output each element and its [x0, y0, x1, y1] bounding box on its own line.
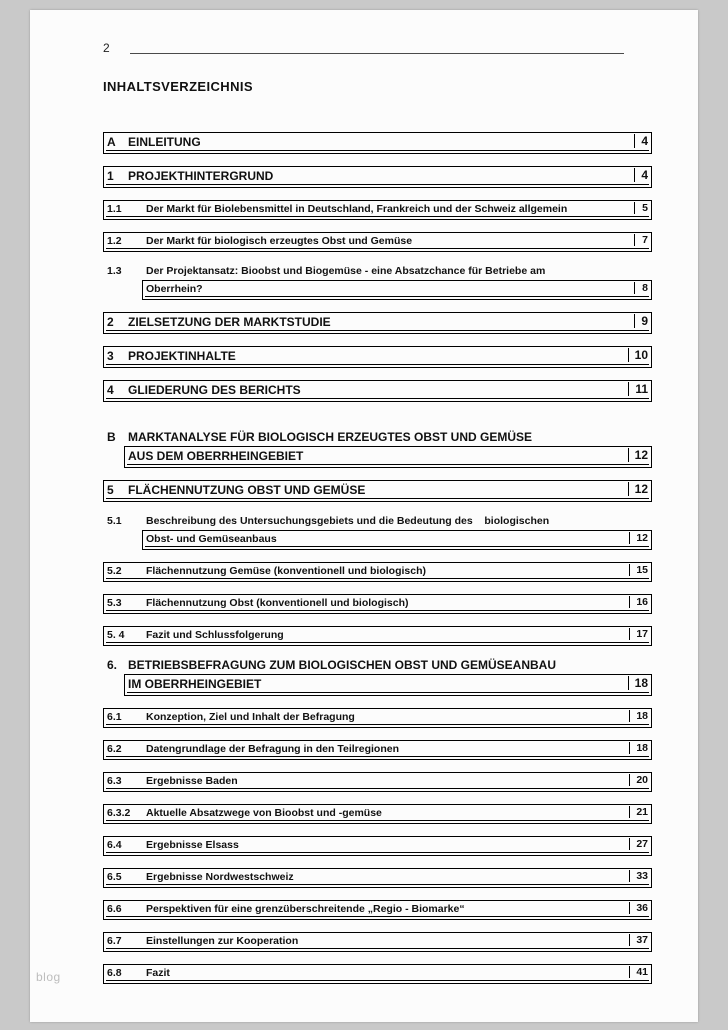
toc-entry-title: Konzeption, Ziel und Inhalt der Befragung	[146, 711, 355, 723]
toc-entry-box	[103, 932, 652, 952]
toc-entry-title: Aktuelle Absatzwege von Bioobst und -gemüse	[146, 807, 382, 819]
toc-entry-box	[103, 626, 652, 646]
toc-entry-number: 5.1	[107, 515, 122, 527]
toc-entry-page: 33	[629, 870, 648, 882]
toc-entry-title: Beschreibung des Untersuchungsgebiets und die Bedeutung des biologischen	[146, 515, 550, 527]
toc-entry-title: Ergebnisse Baden	[146, 775, 238, 787]
watermark: blog	[36, 970, 61, 984]
document-page	[30, 10, 698, 1022]
toc-entry-box	[103, 900, 652, 920]
toc-list	[103, 132, 652, 984]
toc-entry-number: 1.2	[107, 235, 122, 247]
toc-entry-number: 6.	[107, 658, 118, 672]
toc-entry	[103, 964, 652, 984]
toc-entry-first-line	[103, 514, 652, 530]
toc-entry-box	[103, 868, 652, 888]
toc-entry-box	[103, 346, 652, 368]
toc-entry-number: 5	[107, 483, 114, 497]
toc-entry-page: 18	[629, 742, 648, 754]
toc-entry-number: 6.3	[107, 775, 122, 787]
toc-entry-number: 1	[107, 169, 114, 183]
toc-entry-page: 12	[628, 482, 648, 496]
toc-entry	[103, 264, 652, 300]
toc-entry-page: 5	[634, 202, 648, 214]
toc-entry-page: 12	[629, 532, 648, 544]
toc-entry-number: 6.5	[107, 871, 122, 883]
toc-entry-title: Ergebnisse Elsass	[146, 839, 239, 851]
toc-entry-box	[103, 836, 652, 856]
toc-entry-title: Flächennutzung Gemüse (konventionell und biologisch)	[146, 565, 427, 577]
toc-entry-number: 1.3	[107, 265, 122, 277]
toc-entry-first-line	[103, 430, 652, 446]
page-title: INHALTSVERZEICHNIS	[103, 79, 253, 94]
toc-entry-box	[103, 132, 652, 154]
toc-entry-page: 15	[629, 564, 648, 576]
toc-entry-number: 6.4	[107, 839, 122, 851]
toc-entry-page: 37	[629, 934, 648, 946]
toc-entry-page: 11	[628, 382, 648, 396]
toc-entry-title: Einstellungen zur Kooperation	[146, 935, 299, 947]
toc-entry-title: ZIELSETZUNG DER MARKTSTUDIE	[128, 315, 331, 329]
toc-entry	[103, 740, 652, 760]
toc-entry-box	[103, 562, 652, 582]
toc-entry-title: BETRIEBSBEFRAGUNG ZUM BIOLOGISCHEN OBST UND GEMÜSEANBAU	[128, 658, 557, 672]
toc-entry	[103, 900, 652, 920]
toc-entry-first-line	[103, 264, 652, 280]
toc-entry-box	[124, 446, 652, 468]
toc-entry	[103, 836, 652, 856]
toc-entry-number: 3	[107, 349, 114, 363]
toc-entry-page: 21	[629, 806, 648, 818]
toc-entry-page: 12	[628, 448, 648, 462]
toc-entry	[103, 380, 652, 402]
toc-entry-title: GLIEDERUNG DES BERICHTS	[128, 383, 301, 397]
toc-entry-page: 18	[629, 710, 648, 722]
toc-entry-title-continued: Oberrhein?	[146, 283, 203, 295]
toc-entry-page: 18	[628, 676, 648, 690]
toc-entry-number: 4	[107, 383, 114, 397]
toc-entry	[103, 594, 652, 614]
toc-entry-title: Datengrundlage der Befragung in den Teilregionen	[146, 743, 399, 755]
toc-entry-title: Der Markt für Biolebensmittel in Deutschland, Frankreich und der Schweiz allgemein	[146, 203, 568, 215]
toc-entry	[103, 658, 652, 696]
toc-entry-box	[103, 232, 652, 252]
toc-entry-page: 4	[634, 168, 648, 182]
toc-entry-box	[103, 166, 652, 188]
toc-entry	[103, 804, 652, 824]
toc-entry-box	[103, 380, 652, 402]
toc-entry	[103, 514, 652, 550]
toc-entry	[103, 166, 652, 188]
toc-entry-title-continued: IM OBERRHEINGEBIET	[128, 677, 262, 691]
toc-entry-number: 5.2	[107, 565, 122, 577]
toc-entry-box	[103, 708, 652, 728]
toc-entry-box	[103, 964, 652, 984]
toc-entry-number: 6.6	[107, 903, 122, 915]
toc-entry-title: MARKTANALYSE FÜR BIOLOGISCH ERZEUGTES OBST UND GEMÜSE	[128, 430, 533, 444]
toc-entry-title: Der Markt für biologisch erzeugtes Obst und Gemüse	[146, 235, 413, 247]
header-rule	[130, 53, 624, 54]
toc-entry-number: 6.1	[107, 711, 122, 723]
toc-entry-box	[103, 740, 652, 760]
toc-entry-number: 5. 4	[107, 629, 125, 641]
toc-entry-page: 41	[629, 966, 648, 978]
toc-entry-box	[103, 312, 652, 334]
toc-entry-title: Perspektiven für eine grenzüberschreitende „Regio - Biomarke“	[146, 903, 465, 915]
toc-entry-box	[103, 804, 652, 824]
toc-entry	[103, 868, 652, 888]
toc-entry-title: PROJEKTINHALTE	[128, 349, 236, 363]
page-header	[103, 40, 652, 55]
toc-entry-page: 20	[629, 774, 648, 786]
toc-entry-number: 5.3	[107, 597, 122, 609]
toc-entry-page: 17	[629, 628, 648, 640]
toc-entry-number: 6.3.2	[107, 807, 131, 819]
toc-entry-page: 10	[628, 348, 648, 362]
toc-entry	[103, 562, 652, 582]
toc-entry-box	[142, 280, 652, 300]
toc-entry	[103, 200, 652, 220]
toc-entry-box	[103, 772, 652, 792]
toc-entry-title: Der Projektansatz: Bioobst und Biogemüse - eine Absatzchance für Betriebe am	[146, 265, 546, 277]
toc-entry-number: B	[107, 430, 116, 444]
toc-entry-box	[142, 530, 652, 550]
toc-entry-number: 2	[107, 315, 114, 329]
toc-entry-box	[103, 200, 652, 220]
toc-entry-page: 8	[634, 282, 648, 294]
toc-entry-page: 27	[629, 838, 648, 850]
toc-entry-page: 36	[629, 902, 648, 914]
toc-entry-title: Flächennutzung Obst (konventionell und biologisch)	[146, 597, 409, 609]
toc-entry	[103, 708, 652, 728]
toc-entry-page: 16	[629, 596, 648, 608]
toc-entry	[103, 430, 652, 468]
toc-entry	[103, 346, 652, 368]
toc-entry-page: 7	[634, 234, 648, 246]
toc-entry	[103, 772, 652, 792]
toc-entry-box	[103, 594, 652, 614]
toc-entry	[103, 312, 652, 334]
toc-entry-page: 9	[634, 314, 648, 328]
page-number: 2	[103, 41, 110, 55]
toc-entry-box	[124, 674, 652, 696]
toc-entry-page: 4	[634, 134, 648, 148]
toc-entry	[103, 626, 652, 646]
toc-entry-title-continued: AUS DEM OBERRHEINGEBIET	[128, 449, 304, 463]
toc-entry-title: FLÄCHENNUTZUNG OBST UND GEMÜSE	[128, 483, 366, 497]
toc-entry-number: A	[107, 135, 116, 149]
toc-entry-title: EINLEITUNG	[128, 135, 201, 149]
toc-entry-number: 1.1	[107, 203, 122, 215]
toc-entry	[103, 232, 652, 252]
toc-entry-first-line	[103, 658, 652, 674]
toc-entry-title: Fazit und Schlussfolgerung	[146, 629, 284, 641]
toc-entry-number: 6.8	[107, 967, 122, 979]
toc-entry-title-continued: Obst- und Gemüseanbaus	[146, 533, 277, 545]
toc-entry	[103, 132, 652, 154]
toc-entry-number: 6.2	[107, 743, 122, 755]
toc-entry-number: 6.7	[107, 935, 122, 947]
toc-entry	[103, 480, 652, 502]
toc-entry-title: PROJEKTHINTERGRUND	[128, 169, 274, 183]
toc-entry	[103, 932, 652, 952]
toc-entry-title: Ergebnisse Nordwestschweiz	[146, 871, 294, 883]
toc-entry-title: Fazit	[146, 967, 170, 979]
toc-entry-box	[103, 480, 652, 502]
